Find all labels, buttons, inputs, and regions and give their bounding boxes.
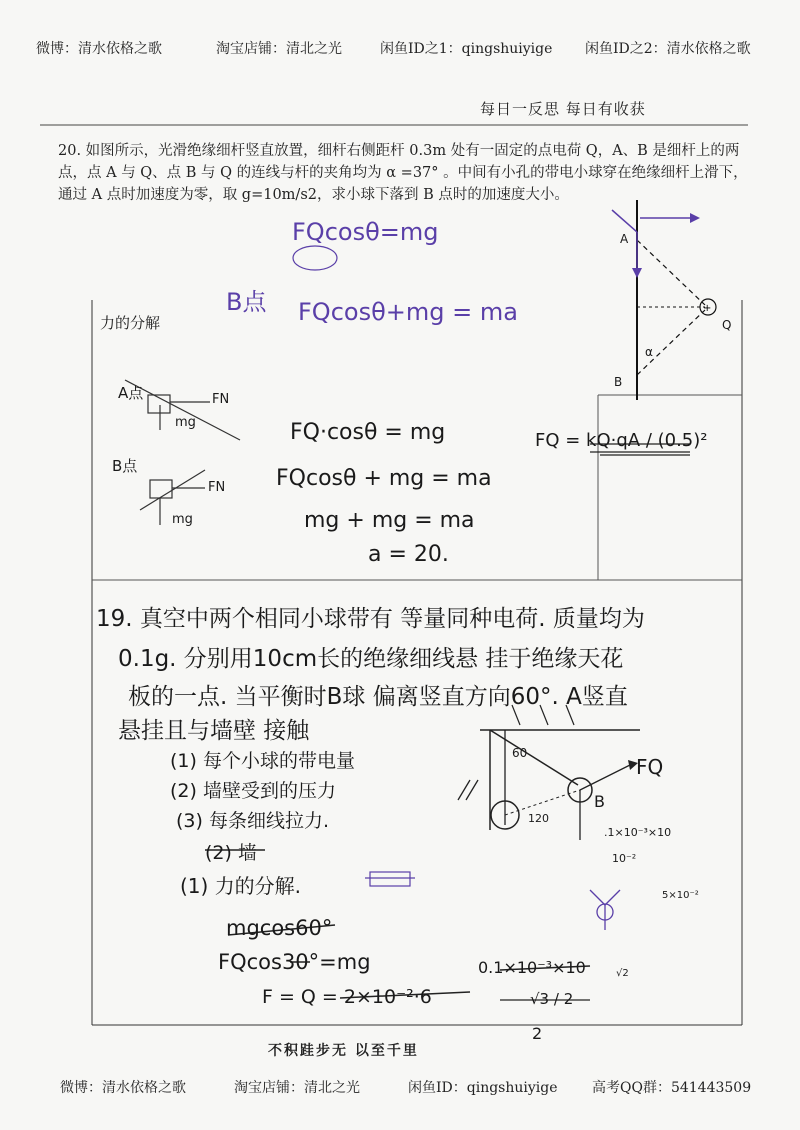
hw-fn2: FN [208, 480, 226, 495]
diagram-label-b: B [614, 375, 623, 389]
hw-small2: √2 [616, 968, 629, 979]
svg-text:+: + [703, 303, 712, 314]
hw-small1: 2 [532, 1024, 543, 1043]
problem-statement: 20. 如图所示，光滑绝缘细杆竖直放置，细杆右侧距杆 0.3m 处有一固定的点电荷 Q，A、B 是细杆上的两点，点 A 与 Q、点 B 与 Q 的连线与杆的夹角均为 α =37° 。中间有小孔的带电小球穿在绝缘细杆上滑下，通过 A 点时加速度为零，取 g=10m/s2，求小球下落到 B 点时的加速度大小。 [58, 143, 748, 203]
motto-top: 每日一反思 每日有收获 [480, 100, 646, 118]
hw-sub-force: (1) 力的分解. [180, 874, 302, 898]
hw-eq1: FQ·cosθ = mg [290, 420, 446, 445]
hw-eq-line: F = Q = 2×10⁻²·6 [262, 986, 432, 1008]
footer-qq: 高考QQ群：541443509 [592, 1080, 752, 1096]
hw-frac: √3 / 2 [530, 990, 574, 1008]
hw-force-analysis: 力的分解 [100, 314, 161, 332]
hw-calc4: 0.1×10⁻³×10 [478, 958, 586, 977]
hw-angle60: 60 [512, 746, 528, 760]
hw-calc2: 10⁻² [612, 852, 637, 865]
hw-b-ball: B [594, 792, 605, 811]
hw-mg2: mg [172, 512, 193, 527]
footer-weibo: 微博：清水依格之歌 [60, 1080, 186, 1096]
hw-b-label: B点 [112, 457, 138, 475]
hw-mg-line: mgcos60° [226, 916, 333, 940]
diagram-label-q: Q [722, 318, 732, 332]
hw-angle120: 120 [528, 812, 549, 825]
bottom-motto: 不积跬步无 以至千里 [268, 1043, 419, 1059]
hw-fq-line: FQcos30°=mg [218, 950, 371, 974]
hw-purple-b: B点 [226, 288, 267, 316]
hw-sub1: (1) 每个小球的带电量 [170, 750, 355, 772]
hw-sub3: (3) 每条细线拉力. [176, 810, 329, 832]
header-weibo: 微博：清水依格之歌 [36, 41, 162, 57]
hw-q19-line4: 悬挂且与墙壁 接触 [118, 718, 310, 744]
footer-taobao: 淘宝店铺：清北之光 [234, 1080, 360, 1096]
header-xianyu2: 闲鱼ID之2：清水依格之歌 [585, 41, 751, 57]
hw-q19-line2: 0.1g. 分别用10cm长的绝缘细线悬 挂于绝缘天花 [118, 646, 624, 672]
hw-purple-eq1: FQcosθ=mg [292, 218, 439, 246]
hw-calc3: 5×10⁻² [662, 890, 699, 901]
hw-calc1: .1×10⁻³×10 [604, 826, 672, 839]
hw-q19-line3: 板的一点. 当平衡时B球 偏离竖直方向60°. A竖直 [128, 684, 628, 710]
footer-xianyu: 闲鱼ID：qingshuiyige [408, 1080, 558, 1096]
header-taobao: 淘宝店铺：清北之光 [216, 41, 342, 57]
hw-sub2: (2) 墙壁受到的压力 [170, 780, 336, 802]
hw-a-label: A点 [118, 384, 144, 402]
hw-eq2: FQcosθ + mg = ma [276, 466, 492, 491]
hw-mg1: mg [175, 415, 196, 430]
hw-fq-label: FQ [636, 755, 664, 779]
hw-purple-eq2: FQcosθ+mg = ma [298, 298, 518, 326]
hw-fn1: FN [212, 392, 230, 407]
hw-eq3: mg + mg = ma [304, 508, 475, 533]
hw-sub-struck: (2) 墙 [205, 842, 257, 864]
header-xianyu1: 闲鱼ID之1：qingshuiyige [380, 41, 553, 57]
hw-eq4: a = 20. [368, 542, 449, 567]
diagram-label-a: A [620, 232, 629, 246]
diagram-label-alpha: α [645, 345, 653, 359]
hw-q19-line1: 19. 真空中两个相同小球带有 等量同种电荷. 质量均为 [96, 606, 645, 632]
hw-fq-eq: FQ = kQ·qA / (0.5)² [535, 430, 708, 451]
